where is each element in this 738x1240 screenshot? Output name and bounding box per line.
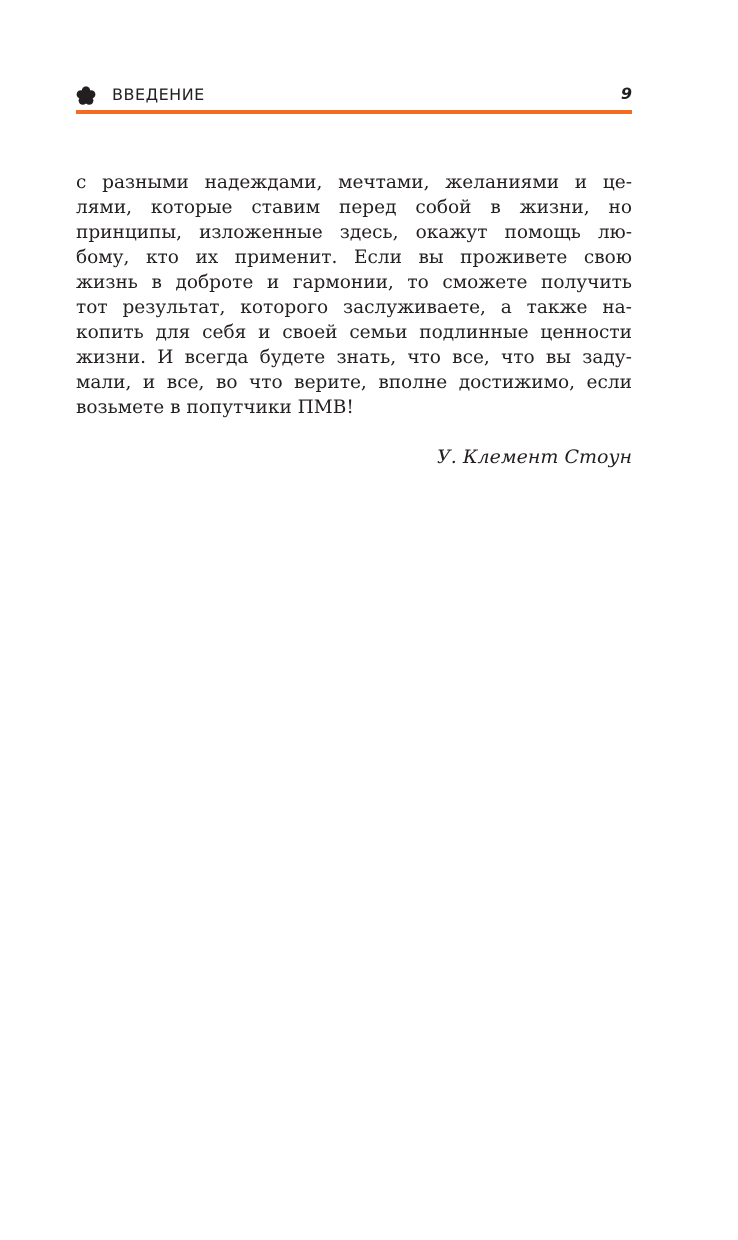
- text-line: бому, кто их применит. Если вы проживете свою: [76, 247, 632, 268]
- body-text: [76, 170, 632, 420]
- text-line: тот результат, которого заслуживаете, а также на-: [76, 297, 632, 318]
- quote-attribution: У. Клемент Стоун: [437, 446, 632, 468]
- text-line: лями, которые ставим перед собой в жизни, но: [76, 197, 632, 218]
- section-title: ВВЕДЕНИЕ: [112, 85, 205, 104]
- text-line: копить для себя и своей семьи подлинные ценности: [76, 322, 632, 343]
- text-line: жизни. И всегда будете знать, что все, что вы заду-: [76, 347, 632, 368]
- text-line: возьмете в попутчики ПМВ!: [76, 397, 354, 418]
- header-rule: [76, 110, 632, 114]
- text-line: принципы, изложенные здесь, окажут помощь лю-: [76, 222, 632, 243]
- text-line: с разными надеждами, мечтами, желаниями и це-: [76, 172, 632, 193]
- running-header: [76, 82, 632, 108]
- text-line: мали, и все, во что верите, вполне достижимо, если: [76, 372, 632, 393]
- flower-ornament-icon: [76, 86, 96, 106]
- page-number: 9: [620, 84, 632, 103]
- text-line: жизнь в доброте и гармонии, то сможете получить: [76, 272, 632, 293]
